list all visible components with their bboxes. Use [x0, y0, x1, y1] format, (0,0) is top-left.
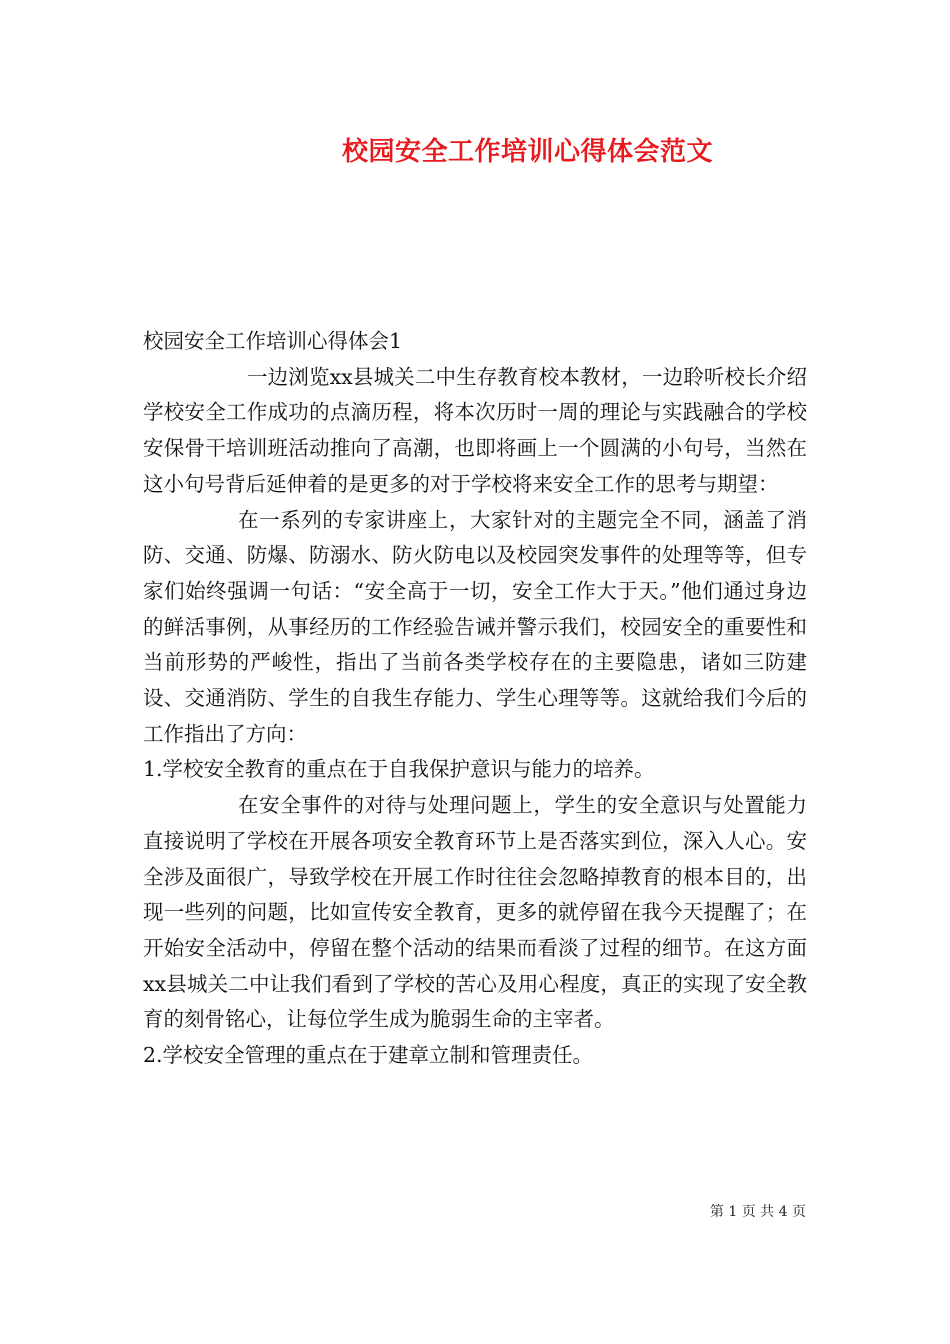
list-item-2: 2.学校安全管理的重点在于建章立制和管理责任。	[143, 1043, 594, 1068]
document-body	[143, 324, 807, 1074]
paragraph-1: 一边浏览xx县城关二中生存教育校本教材，一边聆听校长介绍学校安全工作成功的点滴历程，将本次历时一周的理论与实践融合的学校安保骨干培训班活动推向了高潮，也即将画上一个圆满的小句号，当然在这小句号背后延伸着的是更多的对于学校将来安全工作的思考与期望：	[143, 364, 807, 496]
list-item-1: 1.学校安全教育的重点在于自我保护意识与能力的培养。	[143, 757, 655, 782]
document-title: 校园安全工作培训心得体会范文	[341, 137, 713, 167]
section-subheading: 校园安全工作培训心得体会1	[143, 329, 403, 353]
paragraph-2: 在一系列的专家讲座上，大家针对的主题完全不同，涵盖了消防、交通、防爆、防溺水、防火防电以及校园突发事件的处理等等，但专家们始终强调一句话：“安全高于一切，安全工作大于天。”他们通过身边的鲜活事例，从事经历的工作经验告诫并警示我们，校园安全的重要性和当前形势的严峻性，指出了当前各类学校存在的主要隐患，诸如三防建设、交通消防、学生的自我生存能力、学生心理等等。这就给我们今后的工作指出了方向：	[143, 507, 807, 746]
paragraph-3: 在安全事件的对待与处理问题上，学生的安全意识与处置能力直接说明了学校在开展各项安全教育环节上是否落实到位，深入人心。安全涉及面很广，导致学校在开展工作时往往会忽略掉教育的根本目的，出现一些列的问题，比如宣传安全教育，更多的就停留在我今天提醒了；在开始安全活动中，停留在整个活动的结果而看淡了过程的细节。在这方面xx县城关二中让我们看到了学校的苦心及用心程度，真正的实现了安全教育的刻骨铭心，让每位学生成为脆弱生命的主宰者。	[143, 793, 807, 1032]
page-number-footer: 第 1 页 共 4 页	[709, 1204, 806, 1220]
